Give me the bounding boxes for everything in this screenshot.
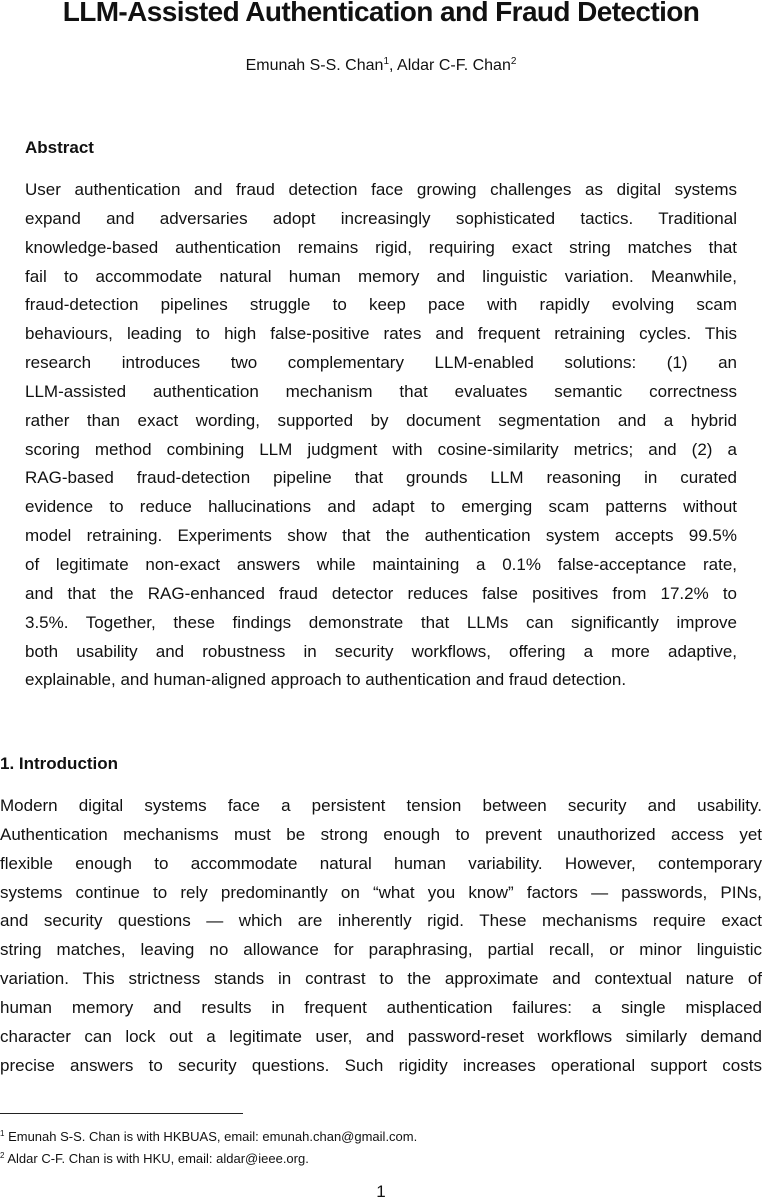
- text-line: systems continue to rely predominantly on “what you know” factors — passwords, PINs,: [0, 882, 762, 902]
- text-line: RAG-based fraud-detection pipeline that grounds LLM reasoning in curated: [25, 468, 737, 488]
- author-separator: ,: [389, 57, 398, 74]
- text-line: character can lock out a legitimate user, and password-reset workflows similarly demand: [0, 1026, 762, 1046]
- text-line: flexible enough to accommodate natural human variability. However, contemporary: [0, 853, 762, 873]
- text-line: variation. This strictness stands in contrast to the approximate and contextual nature of: [0, 969, 762, 989]
- text-line: research introduces two complementary LLM-enabled solutions: (1) an: [25, 353, 737, 373]
- text-line: fraud-detection pipelines struggle to keep pace with rapidly evolving scam: [25, 295, 737, 315]
- text-line: expand and adversaries adopt increasingly sophisticated tactics. Traditional: [25, 208, 737, 228]
- footnote-2: [0, 1150, 309, 1168]
- introduction-body: [0, 792, 762, 1080]
- text-line: and security questions — which are inherently rigid. These mechanisms require exact: [0, 911, 762, 931]
- footnote-divider: [0, 1113, 243, 1114]
- text-line: Authentication mechanisms must be strong enough to prevent unauthorized access yet: [0, 824, 762, 844]
- text-line: precise answers to security questions. Such rigidity increases operational support costs: [0, 1055, 762, 1075]
- introduction-heading: 1. Introduction: [0, 754, 119, 773]
- text-line: both usability and robustness in security workflows, offering a more adaptive,: [25, 641, 737, 661]
- abstract-body: [25, 176, 737, 695]
- text-line: knowledge-based authentication remains rigid, requiring exact string matches that: [25, 237, 737, 257]
- footnote-mark[interactable]: 1: [383, 56, 389, 67]
- text-line: human memory and results in frequent authentication failures: a single misplaced: [0, 997, 762, 1017]
- text-line: behaviours, leading to high false-positive rates and frequent retraining cycles. This: [25, 324, 737, 344]
- text-line: 3.5%. Together, these findings demonstrate that LLMs can significantly improve: [25, 612, 737, 632]
- text-line: Modern digital systems face a persistent tension between security and usability.: [0, 796, 762, 815]
- text-line: string matches, leaving no allowance for paraphrasing, partial recall, or minor linguistic: [0, 940, 762, 960]
- text-line: explainable, and human-aligned approach to authentication and fraud detection.: [25, 670, 627, 690]
- text-line: model retraining. Experiments show that the authentication system accepts 99.5%: [25, 526, 737, 546]
- text-line: rather than exact wording, supported by document segmentation and a hybrid: [25, 410, 737, 430]
- footnote-1: [0, 1128, 417, 1146]
- text-line: LLM-assisted authentication mechanism that evaluates semantic correctness: [25, 381, 737, 401]
- text-line: of legitimate non-exact answers while maintaining a 0.1% false-acceptance rate,: [25, 554, 737, 574]
- paper-title: LLM-Assisted Authentication and Fraud Detection: [62, 0, 700, 27]
- footnote-text: Aldar C-F. Chan is with HKU, email: aldar@ieee.org.: [7, 1151, 309, 1166]
- page-number: 1: [376, 1182, 386, 1201]
- footnote-mark: 2: [0, 1151, 5, 1160]
- text-line: fail to accommodate natural human memory and linguistic variation. Meanwhile,: [25, 266, 737, 286]
- author-name: Aldar C-F. Chan: [397, 57, 511, 74]
- text-line: scoring method combining LLM judgment with cosine-similarity metrics; and (2) a: [25, 439, 737, 459]
- author-name: Emunah S-S. Chan: [245, 57, 384, 74]
- abstract-heading: Abstract: [25, 138, 94, 157]
- text-line: User authentication and fraud detection face growing challenges as digital systems: [25, 180, 737, 199]
- footnote-text: Emunah S-S. Chan is with HKBUAS, email: emunah.chan@gmail.com.: [8, 1129, 418, 1144]
- text-line: and that the RAG-enhanced fraud detector reduces false positives from 17.2% to: [25, 583, 737, 603]
- author-line: [0, 55, 762, 77]
- footnote-mark[interactable]: 2: [510, 56, 517, 67]
- text-line: evidence to reduce hallucinations and adapt to emerging scam patterns without: [25, 497, 737, 517]
- footnote-mark: 1: [0, 1129, 5, 1138]
